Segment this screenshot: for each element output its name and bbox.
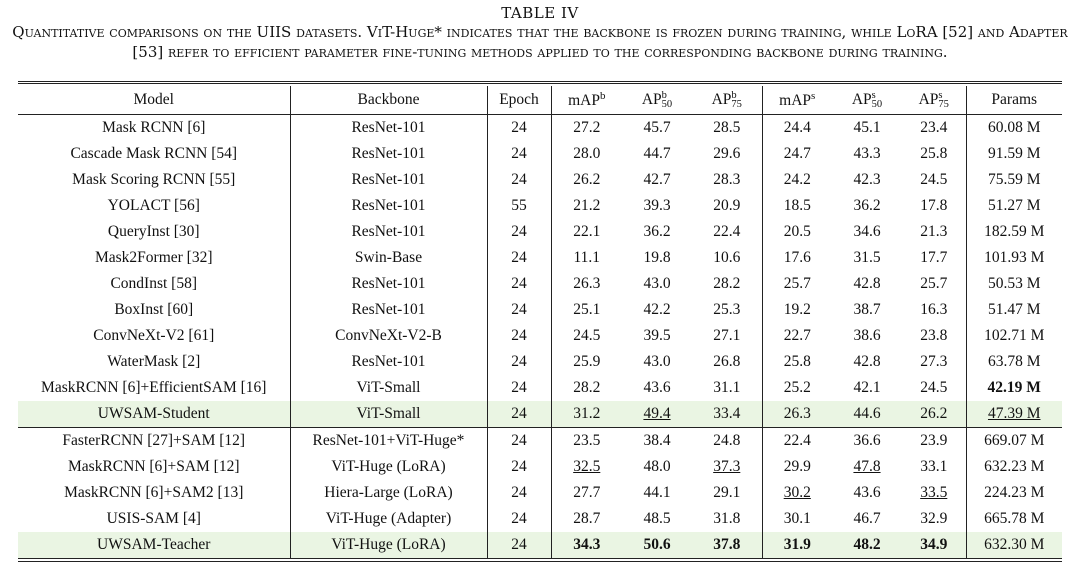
header-map_s: mAP$^s$ xyxy=(762,86,832,115)
cell-ap75_b: 29.6 xyxy=(692,141,762,167)
cell-model: Cascade Mask RCNN [54] xyxy=(18,141,290,167)
cell-epoch: 24 xyxy=(487,506,551,532)
cell-ap50_b: 42.7 xyxy=(643,171,671,188)
cell-model: MaskRCNN [6]+SAM [12] xyxy=(18,454,290,480)
cell-map_s: 26.3 xyxy=(762,401,832,428)
cell-map_b: 26.3 xyxy=(573,275,601,292)
cell-params: 102.71 M xyxy=(984,327,1045,344)
table-row xyxy=(18,141,1062,167)
cell-ap50_b: 48.0 xyxy=(643,458,671,475)
cell-backbone: ViT-Huge (Adapter) xyxy=(290,506,487,532)
cell-ap75_s: 33.5 xyxy=(902,480,966,506)
cell-map_s: 30.1 xyxy=(783,510,811,527)
cell-ap50_s: 48.2 xyxy=(832,532,902,559)
cell-map_s: 31.9 xyxy=(762,532,832,559)
cell-map_b: 27.7 xyxy=(573,484,601,501)
cell-map_s: 24.7 xyxy=(783,145,811,162)
cell-backbone: ResNet-101 xyxy=(290,297,487,323)
cell-ap75_b: 31.1 xyxy=(692,375,762,401)
header-epoch: Epoch xyxy=(487,86,551,115)
cell-ap50_s: 45.1 xyxy=(853,119,881,136)
cell-epoch: 55 xyxy=(487,193,551,219)
cell-map_b: 25.9 xyxy=(573,353,601,370)
cell-ap75_b: 37.3 xyxy=(692,454,762,480)
header-ap50_b: APb 50 xyxy=(622,86,692,115)
cell-ap75_s: 32.9 xyxy=(902,506,966,532)
table-row xyxy=(18,428,1062,455)
cell-backbone: ViT-Small xyxy=(290,375,487,401)
cell-params: 42.19 M xyxy=(987,379,1041,396)
header-model: Model xyxy=(18,86,290,115)
cell-backbone: ViT-Huge (LoRA) xyxy=(290,532,487,559)
table-body xyxy=(18,115,1062,559)
cell-ap75_s: 16.3 xyxy=(902,297,966,323)
cell-model: YOLACT [56] xyxy=(18,193,290,219)
table-row xyxy=(18,297,1062,323)
cell-ap75_s: 24.5 xyxy=(902,167,966,193)
table-label: TABLE IV xyxy=(501,4,579,22)
cell-ap75_b: 37.8 xyxy=(692,532,762,559)
table-row xyxy=(18,349,1062,375)
cell-params: 101.93 M xyxy=(984,249,1045,266)
cell-map_s: 25.8 xyxy=(783,353,811,370)
cell-map_s: 25.2 xyxy=(783,379,811,396)
cell-map_s: 20.5 xyxy=(783,223,811,240)
cell-ap75_b: 28.2 xyxy=(692,271,762,297)
cell-backbone: ViT-Huge (LoRA) xyxy=(290,454,487,480)
cell-backbone: Swin-Base xyxy=(290,245,487,271)
cell-epoch: 24 xyxy=(487,219,551,245)
cell-params: 632.30 M xyxy=(966,532,1062,559)
cell-ap75_s: 23.8 xyxy=(902,323,966,349)
cell-backbone: ResNet-101 xyxy=(290,167,487,193)
cell-ap50_s: 42.3 xyxy=(853,171,881,188)
cell-map_b: 24.5 xyxy=(573,327,601,344)
cell-epoch: 24 xyxy=(487,454,551,480)
cell-ap75_s: 23.4 xyxy=(902,115,966,142)
cell-map_s: 22.7 xyxy=(783,327,811,344)
cell-map_s: 24.4 xyxy=(783,119,811,136)
cell-ap50_s: 36.6 xyxy=(832,428,902,455)
cell-ap75_b: 25.3 xyxy=(692,297,762,323)
cell-ap50_s: 42.1 xyxy=(853,379,881,396)
cell-backbone: ResNet-101 xyxy=(290,193,487,219)
header-params: Params xyxy=(966,86,1062,115)
cell-ap75_s: 26.2 xyxy=(902,401,966,428)
cell-map_b: 28.2 xyxy=(573,379,601,396)
cell-params: 63.78 M xyxy=(987,353,1041,370)
cell-ap50_s: 47.8 xyxy=(853,458,881,475)
header-ap75_b: APb 75 xyxy=(692,86,762,115)
cell-map_b: 26.2 xyxy=(573,171,601,188)
cell-backbone: Hiera-Large (LoRA) xyxy=(290,480,487,506)
cell-map_b: 31.2 xyxy=(551,401,622,428)
cell-ap75_b: 20.9 xyxy=(692,193,762,219)
header-ap50_s: APs 50 xyxy=(832,86,902,115)
cell-ap75_b: 24.8 xyxy=(692,428,762,455)
cell-ap50_s: 42.8 xyxy=(853,275,881,292)
cell-ap75_b: 29.1 xyxy=(692,480,762,506)
cell-map_b: 27.2 xyxy=(573,119,601,136)
table-row xyxy=(18,506,1062,532)
cell-ap75_s: 17.7 xyxy=(902,245,966,271)
cell-epoch: 24 xyxy=(487,167,551,193)
cell-epoch: 24 xyxy=(487,428,551,455)
cell-ap75_s: 17.8 xyxy=(902,193,966,219)
cell-model: UWSAM-Student xyxy=(18,401,290,428)
cell-model: BoxInst [60] xyxy=(18,297,290,323)
cell-params: 182.59 M xyxy=(984,223,1045,240)
cell-ap75_s: 27.3 xyxy=(902,349,966,375)
cell-map_b: 23.5 xyxy=(551,428,622,455)
cell-params: 51.27 M xyxy=(987,197,1041,214)
cell-params: 50.53 M xyxy=(987,275,1041,292)
cell-ap50_b: 19.8 xyxy=(643,249,671,266)
table-row xyxy=(18,480,1062,506)
cell-epoch: 24 xyxy=(487,141,551,167)
table-row xyxy=(18,323,1062,349)
cell-ap50_b: 39.3 xyxy=(643,197,671,214)
cell-ap50_s: 38.7 xyxy=(853,301,881,318)
cell-map_b: 11.1 xyxy=(573,249,601,266)
table-row xyxy=(18,375,1062,401)
cell-params: 51.47 M xyxy=(987,301,1041,318)
cell-backbone: ResNet-101 xyxy=(290,141,487,167)
header-ap75_s: APs 75 xyxy=(902,86,966,115)
table-row xyxy=(18,167,1062,193)
cell-model: UWSAM-Teacher xyxy=(18,532,290,559)
cell-epoch: 24 xyxy=(487,297,551,323)
table-row xyxy=(18,271,1062,297)
cell-ap75_b: 10.6 xyxy=(692,245,762,271)
cell-ap75_b: 33.4 xyxy=(692,401,762,428)
cell-model: MaskRCNN [6]+EfficientSAM [16] xyxy=(18,375,290,401)
table-row xyxy=(18,532,1062,559)
header-map_b: mAP$^b$ xyxy=(551,86,622,115)
cell-map_b: 22.1 xyxy=(573,223,601,240)
cell-model: USIS-SAM [4] xyxy=(18,506,290,532)
table-row xyxy=(18,401,1062,428)
cell-ap75_s: 21.3 xyxy=(902,219,966,245)
cell-backbone: ConvNeXt-V2-B xyxy=(290,323,487,349)
cell-map_s: 25.7 xyxy=(783,275,811,292)
cell-ap50_s: 42.8 xyxy=(853,353,881,370)
cell-params: 224.23 M xyxy=(984,484,1045,501)
table-row xyxy=(18,115,1062,142)
cell-model: WaterMask [2] xyxy=(18,349,290,375)
cell-ap50_b: 43.6 xyxy=(643,379,671,396)
cell-backbone: ResNet-101 xyxy=(290,349,487,375)
cell-ap50_b: 44.1 xyxy=(643,484,671,501)
cell-params: 632.23 M xyxy=(984,458,1045,475)
cell-backbone: ResNet-101+ViT-Huge* xyxy=(290,428,487,455)
cell-model: CondInst [58] xyxy=(18,271,290,297)
cell-epoch: 24 xyxy=(487,532,551,559)
cell-ap75_s: 34.9 xyxy=(902,532,966,559)
cell-epoch: 24 xyxy=(487,375,551,401)
cell-ap50_b: 38.4 xyxy=(622,428,692,455)
header-row xyxy=(18,86,1062,115)
cell-map_b: 25.1 xyxy=(573,301,601,318)
cell-epoch: 24 xyxy=(487,271,551,297)
cell-ap75_b: 22.4 xyxy=(692,219,762,245)
cell-params: 47.39 M xyxy=(966,401,1062,428)
cell-params: 665.78 M xyxy=(984,510,1045,527)
cell-map_b: 21.2 xyxy=(573,197,601,214)
cell-epoch: 24 xyxy=(487,480,551,506)
cell-params: 75.59 M xyxy=(987,171,1041,188)
cell-map_b: 28.0 xyxy=(573,145,601,162)
table-row xyxy=(18,454,1062,480)
cell-map_s: 18.5 xyxy=(783,197,811,214)
cell-ap50_b: 45.7 xyxy=(643,119,671,136)
cell-ap75_s: 33.1 xyxy=(902,454,966,480)
cell-ap75_b: 31.8 xyxy=(692,506,762,532)
cell-model: ConvNeXt-V2 [61] xyxy=(18,323,290,349)
cell-ap50_b: 43.0 xyxy=(643,353,671,370)
cell-map_s: 19.2 xyxy=(783,301,811,318)
cell-ap75_b: 27.1 xyxy=(692,323,762,349)
cell-epoch: 24 xyxy=(487,349,551,375)
cell-ap50_b: 48.5 xyxy=(643,510,671,527)
cell-model: Mask RCNN [6] xyxy=(18,115,290,142)
cell-map_b: 32.5 xyxy=(573,458,601,475)
cell-ap75_s: 25.7 xyxy=(902,271,966,297)
cell-ap50_b: 39.5 xyxy=(643,327,671,344)
cell-backbone: ResNet-101 xyxy=(290,115,487,142)
cell-backbone: ResNet-101 xyxy=(290,219,487,245)
table-row xyxy=(18,193,1062,219)
cell-ap50_s: 43.3 xyxy=(853,145,881,162)
cell-params: 60.08 M xyxy=(987,119,1041,136)
cell-ap50_b: 44.7 xyxy=(643,145,671,162)
cell-ap75_s: 24.5 xyxy=(902,375,966,401)
cell-map_s: 24.2 xyxy=(783,171,811,188)
cell-map_s: 30.2 xyxy=(783,484,811,501)
cell-ap50_s: 38.6 xyxy=(853,327,881,344)
cell-model: MaskRCNN [6]+SAM2 [13] xyxy=(18,480,290,506)
cell-ap75_b: 28.3 xyxy=(692,167,762,193)
cell-model: Mask Scoring RCNN [55] xyxy=(18,167,290,193)
cell-epoch: 24 xyxy=(487,323,551,349)
table-caption: Quantitative comparisons on the UIIS datasets. ViT-Huge* indicates that the backbone is frozen during training, while LoRA [52] and Adapter [53] refer to efficient parameter fine-tuning methods applied to the corresponding backbone during training. xyxy=(12,23,1068,61)
cell-map_s: 22.4 xyxy=(762,428,832,455)
cell-model: Mask2Former [32] xyxy=(18,245,290,271)
cell-backbone: ViT-Small xyxy=(290,401,487,428)
cell-ap50_s: 46.7 xyxy=(853,510,881,527)
cell-ap75_b: 26.8 xyxy=(692,349,762,375)
cell-ap50_s: 36.2 xyxy=(853,197,881,214)
cell-model: FasterRCNN [27]+SAM [12] xyxy=(18,428,290,455)
cell-map_b: 34.3 xyxy=(551,532,622,559)
cell-ap75_s: 25.8 xyxy=(902,141,966,167)
cell-backbone: ResNet-101 xyxy=(290,271,487,297)
results-table xyxy=(18,86,1062,559)
cell-ap50_b: 50.6 xyxy=(622,532,692,559)
cell-ap50_s: 43.6 xyxy=(853,484,881,501)
cell-ap50_b: 42.2 xyxy=(643,301,671,318)
cell-ap50_b: 36.2 xyxy=(643,223,671,240)
bottom-rule-double xyxy=(18,561,1062,562)
cell-params: 91.59 M xyxy=(987,145,1041,162)
cell-epoch: 24 xyxy=(487,245,551,271)
top-rule xyxy=(18,81,1062,82)
cell-ap50_s: 44.6 xyxy=(832,401,902,428)
cell-ap50_b: 49.4 xyxy=(622,401,692,428)
cell-map_s: 29.9 xyxy=(783,458,811,475)
cell-model: QueryInst [30] xyxy=(18,219,290,245)
table-row xyxy=(18,219,1062,245)
top-rule-double xyxy=(18,83,1062,84)
cell-epoch: 24 xyxy=(487,401,551,428)
cell-ap75_b: 28.5 xyxy=(692,115,762,142)
cell-ap50_s: 31.5 xyxy=(853,249,881,266)
cell-ap75_s: 23.9 xyxy=(902,428,966,455)
cell-map_b: 28.7 xyxy=(573,510,601,527)
cell-ap50_s: 34.6 xyxy=(853,223,881,240)
header-backbone: Backbone xyxy=(290,86,487,115)
cell-epoch: 24 xyxy=(487,115,551,142)
cell-params: 669.07 M xyxy=(966,428,1062,455)
cell-ap50_b: 43.0 xyxy=(643,275,671,292)
table-row xyxy=(18,245,1062,271)
cell-map_s: 17.6 xyxy=(783,249,811,266)
